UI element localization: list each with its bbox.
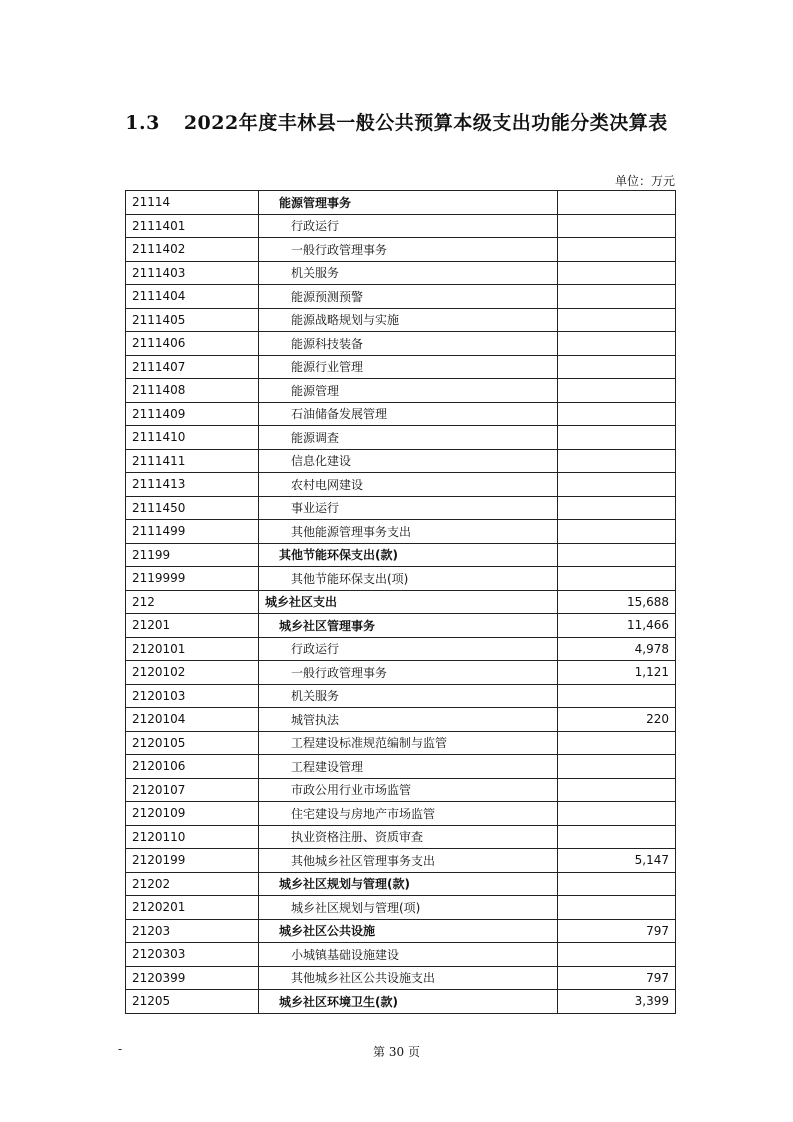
table-row	[126, 332, 676, 356]
amount-cell	[558, 332, 676, 356]
subject-code-cell: 2111407	[126, 355, 259, 379]
subject-code-cell: 2120110	[126, 825, 259, 849]
subject-name-cell: 城乡社区规划与管理(项)	[259, 896, 558, 920]
subject-name-cell: 能源行业管理	[259, 355, 558, 379]
amount-cell	[558, 755, 676, 779]
subject-name-cell: 城乡社区管理事务	[259, 614, 558, 638]
subject-code-cell: 2120104	[126, 708, 259, 732]
subject-code-cell: 21202	[126, 872, 259, 896]
subject-name-cell: 城乡社区公共设施	[259, 919, 558, 943]
amount-cell: 797	[558, 966, 676, 990]
table-row	[126, 214, 676, 238]
table-row	[126, 567, 676, 591]
subject-code-cell: 2120106	[126, 755, 259, 779]
amount-cell	[558, 261, 676, 285]
subject-code-cell: 2111499	[126, 520, 259, 544]
amount-cell: 220	[558, 708, 676, 732]
subject-code-cell: 2120201	[126, 896, 259, 920]
subject-name-cell: 农村电网建设	[259, 473, 558, 497]
subject-name-cell: 能源调查	[259, 426, 558, 450]
unit-label: 单位：万元	[614, 174, 675, 188]
subject-code-cell: 2120199	[126, 849, 259, 873]
amount-cell	[558, 731, 676, 755]
table-row	[126, 614, 676, 638]
amount-cell	[558, 825, 676, 849]
subject-name-cell: 机关服务	[259, 261, 558, 285]
subject-code-cell: 21205	[126, 990, 259, 1014]
subject-code-cell: 21114	[126, 191, 259, 215]
amount-cell	[558, 567, 676, 591]
subject-name-cell: 城乡社区规划与管理(款)	[259, 872, 558, 896]
subject-code-cell: 2120103	[126, 684, 259, 708]
amount-cell	[558, 379, 676, 403]
subject-name-cell: 能源管理	[259, 379, 558, 403]
subject-code-cell: 2120105	[126, 731, 259, 755]
subject-name-cell: 能源战略规划与实施	[259, 308, 558, 332]
subject-code-cell: 2111450	[126, 496, 259, 520]
amount-cell	[558, 896, 676, 920]
table-row	[126, 896, 676, 920]
subject-name-cell: 小城镇基础设施建设	[259, 943, 558, 967]
table-row	[126, 849, 676, 873]
subject-code-cell: 2111403	[126, 261, 259, 285]
amount-cell	[558, 285, 676, 309]
table-row	[126, 590, 676, 614]
amount-cell: 3,399	[558, 990, 676, 1014]
footer-dash: -	[118, 1042, 123, 1056]
amount-cell	[558, 426, 676, 450]
subject-code-cell: 2120303	[126, 943, 259, 967]
table-row	[126, 261, 676, 285]
subject-name-cell: 能源管理事务	[259, 191, 558, 215]
subject-code-cell: 2111411	[126, 449, 259, 473]
subject-name-cell: 市政公用行业市场监管	[259, 778, 558, 802]
table-row	[126, 496, 676, 520]
section-number: 1.3	[125, 112, 160, 134]
table-row	[126, 520, 676, 544]
amount-cell	[558, 943, 676, 967]
subject-code-cell: 2111402	[126, 238, 259, 262]
table-row	[126, 919, 676, 943]
subject-name-cell: 事业运行	[259, 496, 558, 520]
table-row	[126, 661, 676, 685]
subject-name-cell: 城乡社区支出	[259, 590, 558, 614]
amount-cell	[558, 872, 676, 896]
subject-name-cell: 石油储备发展管理	[259, 402, 558, 426]
subject-name-cell: 一般行政管理事务	[259, 661, 558, 685]
table-row	[126, 802, 676, 826]
amount-cell	[558, 449, 676, 473]
table-row	[126, 449, 676, 473]
table-row	[126, 755, 676, 779]
amount-cell: 4,978	[558, 637, 676, 661]
table-row	[126, 684, 676, 708]
subject-name-cell: 城乡社区环境卫生(款)	[259, 990, 558, 1014]
subject-code-cell: 2120107	[126, 778, 259, 802]
subject-code-cell: 2119999	[126, 567, 259, 591]
subject-name-cell: 其他城乡社区管理事务支出	[259, 849, 558, 873]
amount-cell	[558, 402, 676, 426]
table-row	[126, 543, 676, 567]
subject-code-cell: 2111406	[126, 332, 259, 356]
amount-cell: 1,121	[558, 661, 676, 685]
table-row	[126, 731, 676, 755]
subject-name-cell: 信息化建设	[259, 449, 558, 473]
subject-name-cell: 其他城乡社区公共设施支出	[259, 966, 558, 990]
table-row	[126, 402, 676, 426]
table-row	[126, 872, 676, 896]
table-row	[126, 308, 676, 332]
page-title	[0, 108, 793, 135]
amount-cell	[558, 238, 676, 262]
subject-name-cell: 城管执法	[259, 708, 558, 732]
amount-cell: 15,688	[558, 590, 676, 614]
amount-cell: 797	[558, 919, 676, 943]
subject-name-cell: 执业资格注册、资质审查	[259, 825, 558, 849]
subject-name-cell: 机关服务	[259, 684, 558, 708]
table-row	[126, 473, 676, 497]
table-row	[126, 637, 676, 661]
subject-code-cell: 2111405	[126, 308, 259, 332]
amount-cell	[558, 684, 676, 708]
subject-code-cell: 2111404	[126, 285, 259, 309]
subject-name-cell: 一般行政管理事务	[259, 238, 558, 262]
amount-cell	[558, 191, 676, 215]
amount-cell	[558, 308, 676, 332]
subject-code-cell: 2111413	[126, 473, 259, 497]
subject-code-cell: 2120109	[126, 802, 259, 826]
subject-name-cell: 其他节能环保支出(项)	[259, 567, 558, 591]
subject-code-cell: 212	[126, 590, 259, 614]
amount-cell	[558, 473, 676, 497]
amount-cell: 5,147	[558, 849, 676, 873]
subject-code-cell: 2111410	[126, 426, 259, 450]
amount-cell	[558, 778, 676, 802]
subject-code-cell: 2111409	[126, 402, 259, 426]
table-row	[126, 285, 676, 309]
subject-name-cell: 其他节能环保支出(款)	[259, 543, 558, 567]
table-row	[126, 191, 676, 215]
subject-name-cell: 住宅建设与房地产市场监管	[259, 802, 558, 826]
amount-cell	[558, 355, 676, 379]
table-row	[126, 379, 676, 403]
amount-cell	[558, 214, 676, 238]
table-row	[126, 355, 676, 379]
table-row	[126, 708, 676, 732]
table-row	[126, 778, 676, 802]
amount-cell	[558, 520, 676, 544]
table-row	[126, 825, 676, 849]
subject-name-cell: 能源预测预警	[259, 285, 558, 309]
subject-code-cell: 21201	[126, 614, 259, 638]
subject-name-cell: 行政运行	[259, 214, 558, 238]
table-row	[126, 990, 676, 1014]
subject-code-cell: 21199	[126, 543, 259, 567]
subject-code-cell: 2120101	[126, 637, 259, 661]
subject-code-cell: 2111401	[126, 214, 259, 238]
subject-code-cell: 2120102	[126, 661, 259, 685]
subject-name-cell: 其他能源管理事务支出	[259, 520, 558, 544]
table-row	[126, 943, 676, 967]
table-title: 2022年度丰林县一般公共预算本级支出功能分类决算表	[183, 112, 668, 134]
table-row	[126, 238, 676, 262]
table-row	[126, 966, 676, 990]
subject-code-cell: 2111408	[126, 379, 259, 403]
amount-cell	[558, 496, 676, 520]
table-row	[126, 426, 676, 450]
subject-name-cell: 工程建设标准规范编制与监管	[259, 731, 558, 755]
subject-code-cell: 2120399	[126, 966, 259, 990]
amount-cell	[558, 802, 676, 826]
subject-name-cell: 能源科技装备	[259, 332, 558, 356]
budget-table-body	[126, 191, 676, 1014]
amount-cell	[558, 543, 676, 567]
amount-cell: 11,466	[558, 614, 676, 638]
budget-table	[125, 190, 676, 1014]
page-number: 第 30 页	[373, 1045, 420, 1059]
subject-name-cell: 行政运行	[259, 637, 558, 661]
subject-name-cell: 工程建设管理	[259, 755, 558, 779]
subject-code-cell: 21203	[126, 919, 259, 943]
